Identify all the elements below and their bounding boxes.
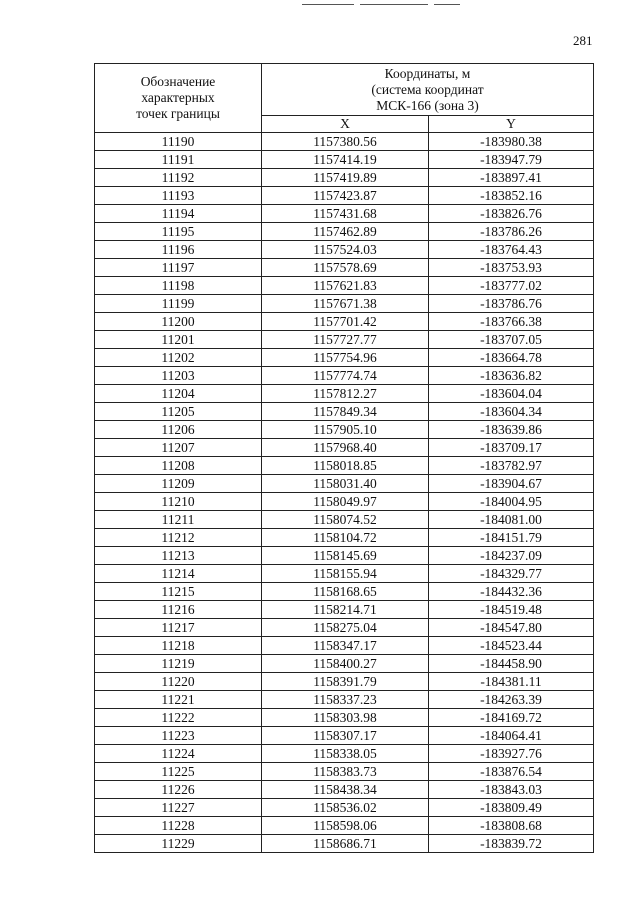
table-row (95, 673, 594, 691)
coordinates-header-line-2: (система координат (371, 81, 484, 97)
y-coordinate-cell: -183826.76 (429, 205, 594, 223)
x-coordinate-cell: 1158074.52 (262, 511, 429, 529)
table-row (95, 295, 594, 313)
x-coordinate-cell: 1158155.94 (262, 565, 429, 583)
x-coordinate-cell: 1157849.34 (262, 403, 429, 421)
point-id-cell: 11192 (95, 169, 262, 187)
y-coordinate-cell: -184329.77 (429, 565, 594, 583)
point-id-cell: 11226 (95, 781, 262, 799)
x-coordinate-cell: 1158104.72 (262, 529, 429, 547)
point-id-cell: 11228 (95, 817, 262, 835)
y-coordinate-cell: -183852.16 (429, 187, 594, 205)
x-coordinate-cell: 1158031.40 (262, 475, 429, 493)
x-coordinate-cell: 1157812.27 (262, 385, 429, 403)
x-coordinate-cell: 1158598.06 (262, 817, 429, 835)
x-coordinate-cell: 1158347.17 (262, 637, 429, 655)
x-coordinate-cell: 1157524.03 (262, 241, 429, 259)
table-row (95, 259, 594, 277)
y-coordinate-cell: -184169.72 (429, 709, 594, 727)
x-coordinate-cell: 1158400.27 (262, 655, 429, 673)
table-row (95, 133, 594, 151)
table-row (95, 403, 594, 421)
point-id-cell: 11229 (95, 835, 262, 853)
x-coordinate-cell: 1158049.97 (262, 493, 429, 511)
x-coordinate-cell: 1157423.87 (262, 187, 429, 205)
point-id-cell: 11218 (95, 637, 262, 655)
y-coordinate-cell: -184081.00 (429, 511, 594, 529)
table-row (95, 799, 594, 817)
table-row (95, 493, 594, 511)
table-row (95, 511, 594, 529)
table-row (95, 781, 594, 799)
y-coordinate-cell: -183839.72 (429, 835, 594, 853)
point-id-cell: 11214 (95, 565, 262, 583)
point-id-cell: 11220 (95, 673, 262, 691)
y-coordinate-cell: -183753.93 (429, 259, 594, 277)
y-coordinate-cell: -183786.26 (429, 223, 594, 241)
y-coordinate-cell: -183636.82 (429, 367, 594, 385)
point-id-cell: 11194 (95, 205, 262, 223)
point-id-cell: 11215 (95, 583, 262, 601)
x-coordinate-cell: 1158307.17 (262, 727, 429, 745)
table-row (95, 439, 594, 457)
table-row (95, 547, 594, 565)
y-coordinate-cell: -183782.97 (429, 457, 594, 475)
y-coordinate-cell: -184237.09 (429, 547, 594, 565)
table-row (95, 349, 594, 367)
point-id-cell: 11205 (95, 403, 262, 421)
top-rule-3 (434, 4, 460, 5)
point-id-cell: 11227 (95, 799, 262, 817)
x-coordinate-cell: 1157671.38 (262, 295, 429, 313)
table-row (95, 619, 594, 637)
y-coordinate-cell: -184458.90 (429, 655, 594, 673)
y-coordinate-cell: -183766.38 (429, 313, 594, 331)
y-coordinate-cell: -183808.68 (429, 817, 594, 835)
table-body (95, 133, 594, 853)
y-coordinate-cell: -183947.79 (429, 151, 594, 169)
x-coordinate-cell: 1157905.10 (262, 421, 429, 439)
y-coordinate-cell: -183843.03 (429, 781, 594, 799)
y-coordinate-cell: -184064.41 (429, 727, 594, 745)
table-row (95, 169, 594, 187)
y-coordinate-cell: -184523.44 (429, 637, 594, 655)
point-id-cell: 11197 (95, 259, 262, 277)
y-coordinate-cell: -183980.38 (429, 133, 594, 151)
y-coordinate-cell: -184547.80 (429, 619, 594, 637)
table-row (95, 241, 594, 259)
point-id-cell: 11222 (95, 709, 262, 727)
page-number: 281 (573, 33, 593, 48)
designation-header (95, 64, 262, 133)
x-coordinate-cell: 1157701.42 (262, 313, 429, 331)
point-id-cell: 11190 (95, 133, 262, 151)
top-rule-1 (302, 4, 354, 5)
point-id-cell: 11216 (95, 601, 262, 619)
x-column-header: X (262, 116, 429, 133)
table-row (95, 745, 594, 763)
y-coordinate-cell: -184432.36 (429, 583, 594, 601)
table-row (95, 691, 594, 709)
x-coordinate-cell: 1158145.69 (262, 547, 429, 565)
table-row (95, 223, 594, 241)
table-row (95, 205, 594, 223)
x-coordinate-cell: 1158391.79 (262, 673, 429, 691)
point-id-cell: 11201 (95, 331, 262, 349)
coordinates-header-line-3: МСК-166 (зона 3) (376, 97, 479, 113)
x-coordinate-cell: 1157727.77 (262, 331, 429, 349)
table-row (95, 385, 594, 403)
x-coordinate-cell: 1158338.05 (262, 745, 429, 763)
table-row (95, 601, 594, 619)
point-id-cell: 11224 (95, 745, 262, 763)
table-row (95, 709, 594, 727)
table-row (95, 727, 594, 745)
point-id-cell: 11204 (95, 385, 262, 403)
point-id-cell: 11199 (95, 295, 262, 313)
coordinates-table (94, 63, 594, 853)
point-id-cell: 11193 (95, 187, 262, 205)
point-id-cell: 11206 (95, 421, 262, 439)
x-coordinate-cell: 1158214.71 (262, 601, 429, 619)
table-row (95, 457, 594, 475)
point-id-cell: 11196 (95, 241, 262, 259)
x-coordinate-cell: 1158337.23 (262, 691, 429, 709)
table-row (95, 367, 594, 385)
coordinates-header (262, 64, 594, 116)
y-coordinate-cell: -183777.02 (429, 277, 594, 295)
table-row (95, 817, 594, 835)
x-coordinate-cell: 1158275.04 (262, 619, 429, 637)
table-row (95, 421, 594, 439)
table-row (95, 835, 594, 853)
table-row (95, 331, 594, 349)
x-coordinate-cell: 1157419.89 (262, 169, 429, 187)
y-coordinate-cell: -183604.04 (429, 385, 594, 403)
table-row (95, 655, 594, 673)
designation-header-line-1: Обозначение (140, 74, 216, 89)
x-coordinate-cell: 1157578.69 (262, 259, 429, 277)
x-coordinate-cell: 1157774.74 (262, 367, 429, 385)
y-coordinate-cell: -184519.48 (429, 601, 594, 619)
y-coordinate-cell: -183709.17 (429, 439, 594, 457)
x-coordinate-cell: 1157431.68 (262, 205, 429, 223)
y-coordinate-cell: -183876.54 (429, 763, 594, 781)
x-coordinate-cell: 1158686.71 (262, 835, 429, 853)
coordinates-header-line-1: Координаты, м (384, 65, 471, 81)
designation-header-line-2: характерных (141, 90, 215, 105)
table-row (95, 529, 594, 547)
y-coordinate-cell: -183764.43 (429, 241, 594, 259)
x-coordinate-cell: 1158438.34 (262, 781, 429, 799)
x-coordinate-cell: 1157380.56 (262, 133, 429, 151)
point-id-cell: 11203 (95, 367, 262, 385)
point-id-cell: 11211 (95, 511, 262, 529)
y-coordinate-cell: -183707.05 (429, 331, 594, 349)
point-id-cell: 11213 (95, 547, 262, 565)
point-id-cell: 11219 (95, 655, 262, 673)
point-id-cell: 11208 (95, 457, 262, 475)
point-id-cell: 11223 (95, 727, 262, 745)
table-row (95, 637, 594, 655)
y-coordinate-cell: -183904.67 (429, 475, 594, 493)
table-row (95, 151, 594, 169)
point-id-cell: 11210 (95, 493, 262, 511)
y-coordinate-cell: -184263.39 (429, 691, 594, 709)
point-id-cell: 11207 (95, 439, 262, 457)
point-id-cell: 11200 (95, 313, 262, 331)
y-coordinate-cell: -184381.11 (429, 673, 594, 691)
point-id-cell: 11225 (95, 763, 262, 781)
point-id-cell: 11198 (95, 277, 262, 295)
x-coordinate-cell: 1157621.83 (262, 277, 429, 295)
y-coordinate-cell: -184004.95 (429, 493, 594, 511)
table-row (95, 763, 594, 781)
point-id-cell: 11217 (95, 619, 262, 637)
x-coordinate-cell: 1157754.96 (262, 349, 429, 367)
table-row (95, 277, 594, 295)
y-coordinate-cell: -184151.79 (429, 529, 594, 547)
y-column-header: Y (429, 116, 594, 133)
y-coordinate-cell: -183927.76 (429, 745, 594, 763)
point-id-cell: 11221 (95, 691, 262, 709)
y-coordinate-cell: -183809.49 (429, 799, 594, 817)
table-row (95, 187, 594, 205)
table-row (95, 313, 594, 331)
y-coordinate-cell: -183639.86 (429, 421, 594, 439)
point-id-cell: 11191 (95, 151, 262, 169)
y-coordinate-cell: -183604.34 (429, 403, 594, 421)
x-coordinate-cell: 1158018.85 (262, 457, 429, 475)
x-coordinate-cell: 1158536.02 (262, 799, 429, 817)
y-coordinate-cell: -183664.78 (429, 349, 594, 367)
point-id-cell: 11202 (95, 349, 262, 367)
point-id-cell: 11195 (95, 223, 262, 241)
table-row (95, 475, 594, 493)
x-coordinate-cell: 1158168.65 (262, 583, 429, 601)
designation-header-line-3: точек границы (136, 106, 220, 121)
table-row (95, 583, 594, 601)
table-row (95, 565, 594, 583)
top-rule-2 (360, 4, 428, 5)
y-coordinate-cell: -183786.76 (429, 295, 594, 313)
x-coordinate-cell: 1157462.89 (262, 223, 429, 241)
point-id-cell: 11209 (95, 475, 262, 493)
point-id-cell: 11212 (95, 529, 262, 547)
x-coordinate-cell: 1158303.98 (262, 709, 429, 727)
x-coordinate-cell: 1157968.40 (262, 439, 429, 457)
x-coordinate-cell: 1157414.19 (262, 151, 429, 169)
y-coordinate-cell: -183897.41 (429, 169, 594, 187)
x-coordinate-cell: 1158383.73 (262, 763, 429, 781)
